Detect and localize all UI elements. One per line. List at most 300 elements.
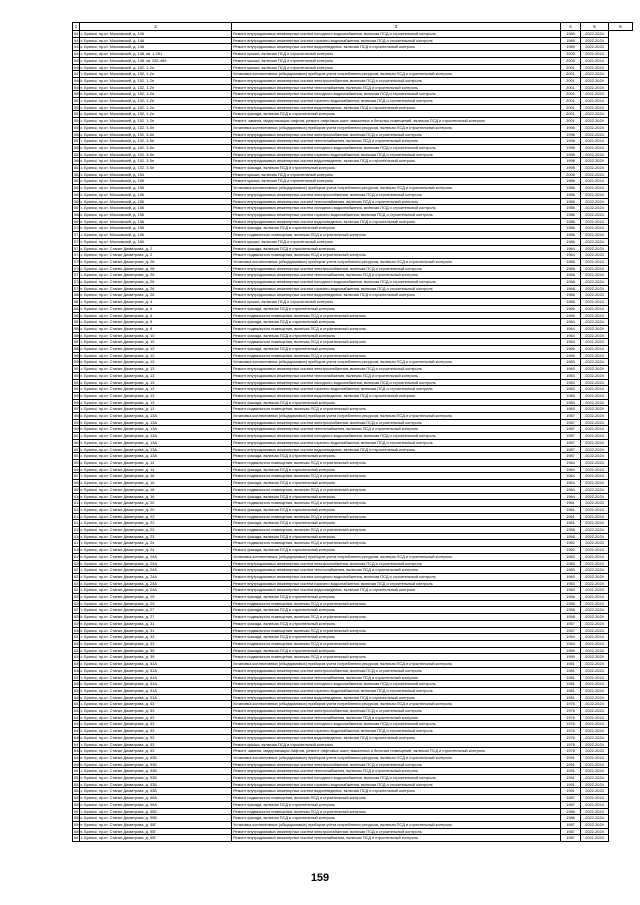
row-number: 555. xyxy=(74,124,82,130)
row-number: 649. xyxy=(74,754,82,760)
table-row xyxy=(73,553,633,560)
row-work-type: Ремонт фасада, включая ПСД и строительный контроль xyxy=(232,801,561,808)
row-period: 2022-2024 xyxy=(581,446,609,453)
table-row xyxy=(73,815,633,822)
row-year-built: 1987 xyxy=(561,835,581,842)
row-work-type: Ремонт внутридомовых инженерных систем водоотведения, включая ПСД и строительный контроль xyxy=(232,104,561,111)
row-number: 645. xyxy=(74,728,82,734)
table-row xyxy=(73,305,633,312)
row-work-type: Ремонт фасада, включая ПСД и строительный контроль xyxy=(232,647,561,654)
row-work-type: Ремонт внутридомовых инженерных систем водоотведения, включая ПСД и строительный контроль xyxy=(232,292,561,299)
table-row xyxy=(73,547,633,554)
row-year-built: 1983 xyxy=(561,587,581,594)
table-row xyxy=(73,124,633,131)
row-work-type: Установка коллективных (общедомовых) приборов учета потребления ресурсов, включая ПСД и строительный контроль xyxy=(232,821,561,828)
row-address: г. Брянск, пр-кт. Станке Димитрова, д. 2 xyxy=(80,245,232,252)
row-address: г. Брянск, пр-кт. Московский, д. 152, 1-2п xyxy=(80,84,232,91)
row-number: 585. xyxy=(74,325,82,331)
row-number: 615. xyxy=(74,527,82,533)
row-work-type: Ремонт внутридомовых инженерных систем холодного водоснабжения, включая ПСД и строительный контроль xyxy=(232,91,561,98)
row-period: 2022-2024 xyxy=(581,37,609,44)
row-period: 2022-2024 xyxy=(581,681,609,688)
row-address: г. Брянск, пр-кт. Станке Димитрова, д. 20 xyxy=(80,500,232,507)
table-row xyxy=(73,500,633,507)
row-period: 2022-2024 xyxy=(581,104,609,111)
row-work-type: Ремонт внутридомовых инженерных систем горячего водоснабжения, включая ПСД и строительный контроль xyxy=(232,580,561,587)
row-address: г. Брянск, пр-кт. Станке Димитрова, д. 23 xyxy=(80,527,232,534)
table-row xyxy=(73,252,633,259)
table-row xyxy=(73,413,633,420)
row-number: 600. xyxy=(74,426,82,432)
row-number: 658. xyxy=(74,815,82,821)
row-work-type: Ремонт крыши, включая ПСД и строительный контроль xyxy=(232,741,561,748)
row-work-type: Ремонт внутридомовых инженерных систем электроснабжения, включая ПСД и строительный контроль xyxy=(232,667,561,674)
table-row xyxy=(73,77,633,84)
row-period: 2022-2024 xyxy=(581,533,609,540)
row-period: 2022-2024 xyxy=(581,131,609,138)
row-number: 584. xyxy=(74,319,82,325)
row-number: 629. xyxy=(74,620,82,626)
row-address: г. Брянск, пр-кт. Московский, д. 156 xyxy=(80,218,232,225)
row-address: г. Брянск, пр-кт. Станке Димитрова, д. 13 xyxy=(80,379,232,386)
row-address: г. Брянск, пр-кт. Станке Димитрова, д. 22 xyxy=(80,513,232,520)
row-year-built: 1986 xyxy=(561,185,581,192)
row-address: г. Брянск, пр-кт. Станке Димитрова, д. 51А xyxy=(80,681,232,688)
row-year-built: 1968 xyxy=(561,299,581,306)
row-year-built: 1987 xyxy=(561,439,581,446)
row-period: 2022-2024 xyxy=(581,84,609,91)
row-year-built: 1976 xyxy=(561,728,581,735)
row-address: г. Брянск, пр-кт. Московский, д. 146 xyxy=(80,44,232,51)
table-row xyxy=(73,721,633,728)
row-number: 651. xyxy=(74,768,82,774)
row-work-type: Установка коллективных (общедомовых) приборов учета потребления ресурсов, включая ПСД и строительный контроль xyxy=(232,124,561,131)
table-row xyxy=(73,708,633,715)
row-work-type: Ремонт подвального помещения, включая ПСД и строительный контроль xyxy=(232,654,561,661)
row-period: 2022-2024 xyxy=(581,594,609,601)
row-work-type: Ремонт внутридомовых инженерных систем горячего водоснабжения, включая ПСД и строительный контроль xyxy=(232,781,561,788)
table-row xyxy=(73,285,633,292)
row-number: 548. xyxy=(74,77,82,83)
row-work-type: Ремонт внутридомовых инженерных систем теплоснабжения, включая ПСД и строительный контроль xyxy=(232,84,561,91)
row-address: г. Брянск, пр-кт. Станке Димитрова, д. 18 xyxy=(80,486,232,493)
row-year-built: 2005 xyxy=(561,57,581,64)
row-period: 2022-2024 xyxy=(581,265,609,272)
row-work-type: Ремонт фасада, включая ПСД и строительный контроль xyxy=(232,225,561,232)
table-row xyxy=(73,580,633,587)
row-number: 570. xyxy=(74,225,82,231)
row-period: 2022-2024 xyxy=(581,339,609,346)
row-number: 602. xyxy=(74,439,82,445)
row-work-type: Ремонт внутридомовых инженерных систем водоотведения, включая ПСД и строительный контроль xyxy=(232,44,561,51)
table-row xyxy=(73,205,633,212)
row-work-type: Ремонт внутридомовых инженерных систем теплоснабжения, включая ПСД и строительный контроль xyxy=(232,138,561,145)
row-work-type: Ремонт внутридомовых инженерных систем водоотведения, включая ПСД и строительный контроль xyxy=(232,788,561,795)
row-period: 2022-2024 xyxy=(581,225,609,232)
row-period: 2022-2024 xyxy=(581,520,609,527)
row-work-type: Ремонт внутридомовых инженерных систем горячего водоснабжения, включая ПСД и строительный контроль xyxy=(232,728,561,735)
row-period: 2022-2024 xyxy=(581,567,609,574)
row-work-type: Ремонт внутридомовых инженерных систем теплоснабжения, включая ПСД и строительный контроль xyxy=(232,674,561,681)
row-year-built: 2001 xyxy=(561,118,581,125)
row-work-type: Ремонт фасада, включая ПСД и строительный контроль xyxy=(232,594,561,601)
row-number: 607. xyxy=(74,473,82,479)
table-row xyxy=(73,225,633,232)
row-year-built: 1981 xyxy=(561,661,581,668)
row-year-built: 1961 xyxy=(561,506,581,513)
row-address: г. Брянск, пр-кт. Станке Димитрова, д. 24А xyxy=(80,553,232,560)
row-period: 2022-2024 xyxy=(581,647,609,654)
row-year-built: 2001 xyxy=(561,71,581,78)
row-work-type: Ремонт подвального помещения, включая ПСД и строительный контроль xyxy=(232,527,561,534)
row-address: г. Брянск, пр-кт. Станке Димитрова, д. 26 xyxy=(80,285,232,292)
row-number: 606. xyxy=(74,466,82,472)
row-period: 2022-2024 xyxy=(581,721,609,728)
row-work-type: Ремонт крыши, включая ПСД и строительный контроль xyxy=(232,238,561,245)
row-address: г. Брянск, пр-кт. Станке Димитрова, д. 53Б xyxy=(80,788,232,795)
row-year-built: 1958 xyxy=(561,594,581,601)
table-row xyxy=(73,473,633,480)
row-year-built: 1976 xyxy=(561,734,581,741)
row-year-built: 1998 xyxy=(561,144,581,151)
row-address: г. Брянск, пр-кт. Станке Димитрова, д. 53 xyxy=(80,728,232,735)
table-row xyxy=(73,614,633,621)
row-work-type: Ремонт внутридомовых инженерных систем холодного водоснабжения, включая ПСД и строительный контроль xyxy=(232,573,561,580)
row-year-built: 1987 xyxy=(561,828,581,835)
row-address: г. Брянск, пр-кт. Московский, д. 152, 3-5п xyxy=(80,138,232,145)
row-period: 2022-2024 xyxy=(581,540,609,547)
row-work-type: Ремонт внутридомовых инженерных систем водоотведения, включая ПСД и строительный контроль xyxy=(232,694,561,701)
table-row xyxy=(73,667,633,674)
row-number: 588. xyxy=(74,346,82,352)
table-row xyxy=(73,801,633,808)
row-address: г. Брянск, пр-кт. Московский, д. 152, 3-5п xyxy=(80,124,232,131)
row-work-type: Ремонт фасада, включая ПСД и строительный контроль xyxy=(232,305,561,312)
row-number: 591. xyxy=(74,366,82,372)
row-period: 2022-2024 xyxy=(581,218,609,225)
row-year-built: 1976 xyxy=(561,748,581,755)
table-row xyxy=(73,352,633,359)
row-period: 2022-2024 xyxy=(581,211,609,218)
table-row xyxy=(73,272,633,279)
row-address: г. Брянск, пр-кт. Станке Димитрова, д. 55Г xyxy=(80,835,232,842)
row-work-type: Установка коллективных (общедомовых) приборов учета потребления ресурсов, включая ПСД и строительный контроль xyxy=(232,701,561,708)
row-year-built: 1964 xyxy=(561,245,581,252)
row-year-built: 1998 xyxy=(561,165,581,172)
table-row xyxy=(73,426,633,433)
table-row xyxy=(73,714,633,721)
table-row xyxy=(73,84,633,91)
table-row xyxy=(73,533,633,540)
row-address: г. Брянск, пр-кт. Московский, д. 152, 3-5п xyxy=(80,158,232,165)
row-work-type: Ремонт внутридомовых инженерных систем теплоснабжения, включая ПСД и строительный контроль xyxy=(232,426,561,433)
table-row xyxy=(73,821,633,828)
row-address: г. Брянск, пр-кт. Московский, д. 156 xyxy=(80,191,232,198)
row-number: 616. xyxy=(74,533,82,539)
row-address: г. Брянск, пр-кт. Московский, д. 156 xyxy=(80,185,232,192)
row-number: 556. xyxy=(74,131,82,137)
row-year-built: 2001 xyxy=(561,98,581,105)
row-number: 572. xyxy=(74,238,82,244)
row-year-built: 1964 xyxy=(561,460,581,467)
row-address: г. Брянск, пр-кт. Станке Димитрова, д. 6 xyxy=(80,312,232,319)
row-address: г. Брянск, пр-кт. Станке Димитрова, д. 55Г xyxy=(80,828,232,835)
row-work-type: Установка коллективных (общедомовых) приборов учета потребления ресурсов, включая ПСД и строительный контроль xyxy=(232,71,561,78)
row-period: 2022-2024 xyxy=(581,232,609,239)
row-work-type: Ремонт внутридомовых инженерных систем теплоснабжения, включая ПСД и строительный контроль xyxy=(232,372,561,379)
row-year-built: 1998 xyxy=(561,151,581,158)
row-work-type: Ремонт внутридомовых инженерных систем теплоснабжения, включая ПСД и строительный контроль xyxy=(232,714,561,721)
table-row xyxy=(73,600,633,607)
row-number: 551. xyxy=(74,98,82,104)
row-address: г. Брянск, пр-кт. Московский, д. 156 xyxy=(80,178,232,185)
row-work-type: Ремонт подвального помещения, включая ПСД и строительный контроль xyxy=(232,614,561,621)
row-period: 2022-2024 xyxy=(581,801,609,808)
row-period: 2022-2024 xyxy=(581,661,609,668)
row-work-type: Ремонт внутридомовых инженерных систем горячего водоснабжения, включая ПСД и строительный контроль xyxy=(232,98,561,105)
row-address: г. Брянск, пр-кт. Станке Димитрова, д. 55Б xyxy=(80,815,232,822)
row-year-built: 1983 xyxy=(561,567,581,574)
row-work-type: Ремонт фасада, включая ПСД и строительный контроль xyxy=(232,493,561,500)
table-row xyxy=(73,392,633,399)
row-period: 2022-2024 xyxy=(581,701,609,708)
column-number-5: 5 xyxy=(581,23,609,31)
row-address: г. Брянск, пр-кт. Станке Димитрова, д. 10 xyxy=(80,332,232,339)
table-row xyxy=(73,486,633,493)
row-year-built: 1986 xyxy=(561,225,581,232)
row-period: 2022-2024 xyxy=(581,138,609,145)
row-address: г. Брянск, пр-кт. Станке Димитрова, д. 26 xyxy=(80,272,232,279)
row-period: 2022-2024 xyxy=(581,386,609,393)
row-work-type: Ремонт внутридомовых инженерных систем холодного водоснабжения, включая ПСД и строительный контроль xyxy=(232,31,561,38)
row-work-type: Ремонт крыши, включая ПСД и строительный контроль xyxy=(232,57,561,64)
row-address: г. Брянск, пр-кт. Станке Димитрова, д. 25 xyxy=(80,600,232,607)
row-period: 2022-2024 xyxy=(581,359,609,366)
row-period: 2022-2024 xyxy=(581,828,609,835)
row-address: г. Брянск, пр-кт. Станке Димитрова, д. 24 xyxy=(80,540,232,547)
row-address: г. Брянск, пр-кт. Станке Димитрова, д. 26 xyxy=(80,258,232,265)
row-period: 2022-2024 xyxy=(581,620,609,627)
row-number: 597. xyxy=(74,406,82,412)
row-work-type: Ремонт внутридомовых инженерных систем теплоснабжения, включая ПСД и строительный контроль xyxy=(232,768,561,775)
row-year-built: 1987 xyxy=(561,446,581,453)
row-work-type: Ремонт подвального помещения, включая ПСД и строительный контроль xyxy=(232,808,561,815)
row-number: 571. xyxy=(74,232,82,238)
row-year-built: 1989 xyxy=(561,31,581,38)
row-number: 640. xyxy=(74,694,82,700)
row-address: г. Брянск, пр-кт. Станке Димитрова, д. 26 xyxy=(80,292,232,299)
row-address: г. Брянск, пр-кт. Станке Димитрова, д. 51А xyxy=(80,667,232,674)
row-work-type: Ремонт внутридомовых инженерных систем электроснабжения, включая ПСД и строительный контроль xyxy=(232,77,561,84)
row-address: г. Брянск, пр-кт. Станке Димитрова, д. 24А xyxy=(80,587,232,594)
row-address: г. Брянск, пр-кт. Станке Димитрова, д. 53Б xyxy=(80,761,232,768)
table-row xyxy=(73,37,633,44)
row-period: 2022-2024 xyxy=(581,768,609,775)
row-year-built: 1991 xyxy=(561,775,581,782)
row-work-type: Ремонт крыши, включая ПСД и строительный контроль xyxy=(232,178,561,185)
row-year-built: 1989 xyxy=(561,44,581,51)
row-number: 635. xyxy=(74,661,82,667)
row-address: г. Брянск, пр-кт. Московский, д. 156 xyxy=(80,205,232,212)
row-year-built: 1983 xyxy=(561,366,581,373)
row-number: 610. xyxy=(74,493,82,499)
row-number: 546. xyxy=(74,64,82,70)
row-period: 2022-2024 xyxy=(581,466,609,473)
row-number: 589. xyxy=(74,352,82,358)
row-period: 2022-2024 xyxy=(581,500,609,507)
row-year-built: 1986 xyxy=(561,198,581,205)
row-address: г. Брянск, пр-кт. Станке Димитрова, д. 13А xyxy=(80,413,232,420)
row-number: 598. xyxy=(74,413,82,419)
row-year-built: 1986 xyxy=(561,808,581,815)
row-year-built: 1998 xyxy=(561,131,581,138)
row-address: г. Брянск, пр-кт. Станке Димитрова, д. 51А xyxy=(80,661,232,668)
row-work-type: Ремонт подвального помещения, включая ПСД и строительный контроль xyxy=(232,540,561,547)
row-number: 636. xyxy=(74,667,82,673)
table-row xyxy=(73,339,633,346)
row-period: 2022-2024 xyxy=(581,252,609,259)
table-row xyxy=(73,185,633,192)
table-row xyxy=(73,587,633,594)
row-work-type: Ремонт внутридомовых инженерных систем теплоснабжения, включая ПСД и строительный контроль xyxy=(232,835,561,842)
row-work-type: Ремонт внутридомовых инженерных систем теплоснабжения, включая ПСД и строительный контроль xyxy=(232,567,561,574)
row-year-built: 1987 xyxy=(561,433,581,440)
row-number: 659. xyxy=(74,821,82,827)
table-row xyxy=(73,118,633,125)
row-period: 2022-2024 xyxy=(581,419,609,426)
row-period: 2022-2024 xyxy=(581,258,609,265)
row-address: г. Брянск, пр-кт. Станке Димитрова, д. 20 xyxy=(80,506,232,513)
row-year-built: 1983 xyxy=(561,406,581,413)
table-row xyxy=(73,506,633,513)
row-year-built: 1983 xyxy=(561,553,581,560)
row-number: 552. xyxy=(74,104,82,110)
row-address: г. Брянск, пр-кт. Московский, д. 156 xyxy=(80,232,232,239)
row-year-built: 1986 xyxy=(561,191,581,198)
row-work-type: Ремонт внутридомовых инженерных систем водоотведения, включая ПСД и строительный контроль xyxy=(232,392,561,399)
row-number: 578. xyxy=(74,279,82,285)
row-work-type: Ремонт фасада, включая ПСД и строительный контроль xyxy=(232,607,561,614)
row-year-built: 1965 xyxy=(561,352,581,359)
table-row xyxy=(73,51,633,58)
table-row xyxy=(73,687,633,694)
row-work-type: Ремонт подвального помещения, включая ПСД и строительный контроль xyxy=(232,460,561,467)
row-number: 559. xyxy=(74,151,82,157)
row-year-built: 1983 xyxy=(561,386,581,393)
row-address: г. Брянск, пр-кт. Станке Димитрова, д. 39 xyxy=(80,647,232,654)
row-work-type: Ремонт внутридомовых инженерных систем горячего водоснабжения, включая ПСД и строительный контроль xyxy=(232,211,561,218)
row-year-built: 1991 xyxy=(561,761,581,768)
row-year-built: 1983 xyxy=(561,560,581,567)
row-year-built: 1987 xyxy=(561,419,581,426)
row-year-built: 1976 xyxy=(561,701,581,708)
row-period: 2022-2024 xyxy=(581,761,609,768)
row-year-built: 1986 xyxy=(561,205,581,212)
row-address: г. Брянск, пр-кт. Станке Димитрова, д. 16 xyxy=(80,480,232,487)
row-number: 605. xyxy=(74,460,82,465)
table-row xyxy=(73,279,633,286)
row-work-type: Ремонт подвального помещения, включая ПСД и строительный контроль xyxy=(232,486,561,493)
row-number: 579. xyxy=(74,285,82,291)
row-number: 557. xyxy=(74,138,82,144)
row-period: 2022-2024 xyxy=(581,299,609,306)
row-period: 2022-2024 xyxy=(581,44,609,51)
table-row xyxy=(73,98,633,105)
row-number: 646. xyxy=(74,734,82,740)
row-address: г. Брянск, пр-кт. Станке Димитрова, д. 12 xyxy=(80,352,232,359)
row-year-built: 1983 xyxy=(561,359,581,366)
row-year-built: 1991 xyxy=(561,754,581,761)
row-address: г. Брянск, пр-кт. Станке Димитрова, д. 2 xyxy=(80,252,232,259)
row-work-type: Ремонт подвального помещения, включая ПСД и строительный контроль xyxy=(232,473,561,480)
row-number: 643. xyxy=(74,714,82,720)
row-number: 611. xyxy=(74,500,82,506)
row-address: г. Брянск, пр-кт. Станке Димитрова, д. 13 xyxy=(80,406,232,413)
row-work-type: Ремонт внутридомовых инженерных систем электроснабжения, включая ПСД и строительный контроль xyxy=(232,419,561,426)
row-number: 650. xyxy=(74,761,82,767)
row-period: 2022-2024 xyxy=(581,31,609,38)
row-year-built: 1957 xyxy=(561,620,581,627)
table-row xyxy=(73,312,633,319)
row-period: 2022-2024 xyxy=(581,667,609,674)
row-year-built: 1958 xyxy=(561,533,581,540)
row-period: 2022-2024 xyxy=(581,734,609,741)
row-year-built: 1976 xyxy=(561,721,581,728)
row-work-type: Установка коллективных (общедомовых) приборов учета потребления ресурсов, включая ПСД и строительный контроль xyxy=(232,258,561,265)
row-year-built: 1964 xyxy=(561,493,581,500)
row-year-built: 1968 xyxy=(561,292,581,299)
row-period: 2022-2024 xyxy=(581,694,609,701)
row-address: г. Брянск, пр-кт. Станке Димитрова, д. 53Б xyxy=(80,775,232,782)
row-address: г. Брянск, пр-кт. Станке Димитрова, д. 13А xyxy=(80,433,232,440)
row-year-built: 1998 xyxy=(561,124,581,131)
row-number: 628. xyxy=(74,614,82,620)
table-row xyxy=(73,379,633,386)
table-row xyxy=(73,71,633,78)
row-address: г. Брянск, пр-кт. Станке Димитрова, д. 26 xyxy=(80,265,232,272)
row-period: 2022-2024 xyxy=(581,399,609,406)
table-row xyxy=(73,165,633,172)
row-address: г. Брянск, пр-кт. Станке Димитрова, д. 8 xyxy=(80,319,232,326)
table-row xyxy=(73,754,633,761)
row-year-built: 1964 xyxy=(561,486,581,493)
row-period: 2022-2024 xyxy=(581,325,609,332)
row-year-built: 2005 xyxy=(561,51,581,58)
row-work-type: Ремонт фасада, включая ПСД и строительный контроль xyxy=(232,547,561,554)
row-year-built: 1964 xyxy=(561,252,581,259)
row-work-type: Ремонт подвального помещения, включая ПСД и строительный контроль xyxy=(232,627,561,634)
row-number: 543. xyxy=(74,44,82,50)
row-address: г. Брянск, пр-кт. Станке Димитрова, д. 24 xyxy=(80,547,232,554)
table-row xyxy=(73,178,633,185)
row-work-type: Ремонт внутридомовых инженерных систем электроснабжения, включая ПСД и строительный контроль xyxy=(232,131,561,138)
row-year-built: 2001 xyxy=(561,77,581,84)
row-period: 2022-2024 xyxy=(581,486,609,493)
row-year-built: 1965 xyxy=(561,305,581,312)
table-row xyxy=(73,788,633,795)
row-number: 565. xyxy=(74,191,82,197)
table-row xyxy=(73,493,633,500)
row-year-built: 2001 xyxy=(561,91,581,98)
table-row xyxy=(73,681,633,688)
row-address: г. Брянск, пр-кт. Станке Димитрова, д. 27 xyxy=(80,607,232,614)
row-address: г. Брянск, пр-кт. Станке Димитрова, д. 26 xyxy=(80,279,232,286)
row-work-type: Ремонт фасада, включая ПСД и строительный контроль xyxy=(232,399,561,406)
column-number-2: 2 xyxy=(80,23,232,31)
row-year-built: 1991 xyxy=(561,768,581,775)
row-year-built: 1983 xyxy=(561,580,581,587)
row-number: 648. xyxy=(74,748,82,754)
